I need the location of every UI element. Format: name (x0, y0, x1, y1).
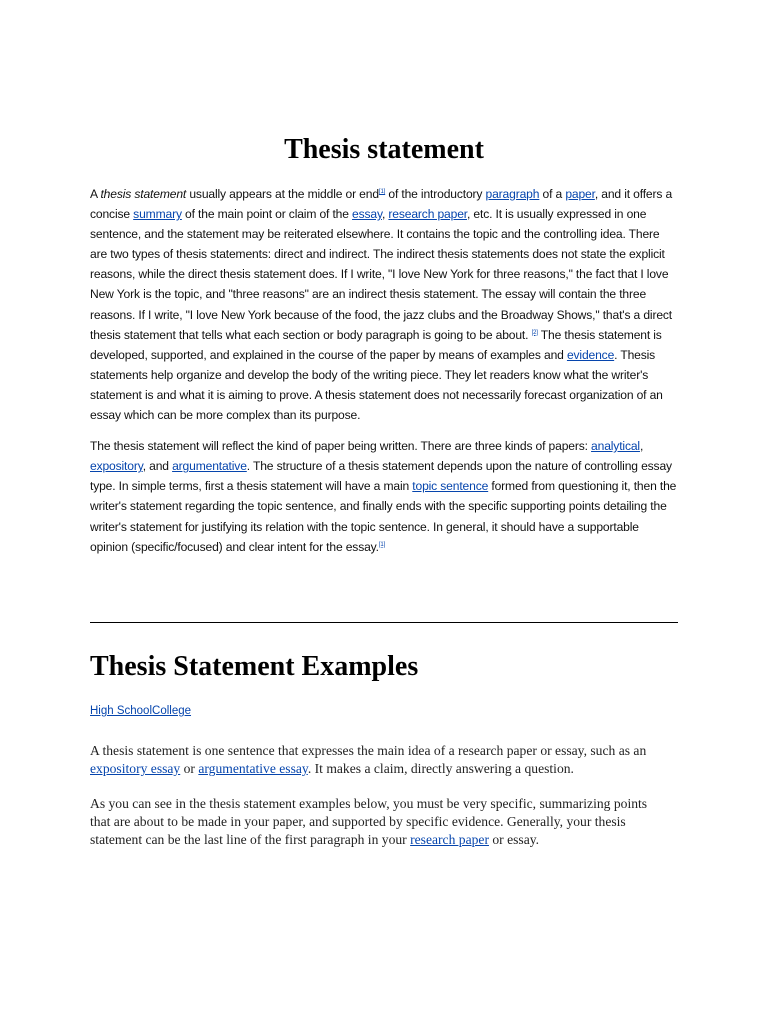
link-paper[interactable]: paper (565, 187, 595, 201)
article-paragraph-2: The thesis statement will reflect the kind of paper being written. There are three kinds of papers: analytical, expository, and argumentative. The structure of a thesis statement depends upon the nature of controlling essay type. In simple terms, first a thesis statement will have a main topic sentence formed from questioning it, then the writer's statement regarding the topic sentence, and finally ends with the specific supporting points detailing the writer's statement for justifying its relation with the topic sentence. In general, it should have a supportable opinion (specific/focused) and clear intent for the essay.[1] (90, 439, 677, 554)
link-expository[interactable]: expository (90, 459, 143, 474)
emphasis-thesis-statement: thesis statement (100, 187, 187, 201)
link-evidence[interactable]: evidence (566, 347, 615, 362)
link-expository-essay[interactable]: expository essay (90, 761, 181, 777)
examples-body (90, 742, 670, 865)
tab-college[interactable]: College (152, 705, 192, 717)
link-essay[interactable]: essay (352, 207, 382, 222)
article-paragraph-1: A thesis statement usually appears at the middle or end[1] of the introductory paragraph of a paper, and it offers a concise summary of the main point or claim of the essay, research paper, etc. It is usually expressed in one sentence, and the statement may be reiterated elsewhere. It contains the topic and the controlling idea. There are two types of thesis statements: direct and indirect. The indirect thesis statements does not state the explicit reasons, while the direct thesis statement does. If I write, "I love New York for three reasons," the fact that I love New York is the topic, and "three reasons" are an indirect thesis statement. The essay will contain the three reasons. If I write, "I love New York because of the food, the jazz clubs and the Broadway Shows," that's a direct thesis statement that tells what each section or body paragraph is going to be about. [2] The thesis statement is developed, supported, and explained in the course of the paper by means of examples and evidence. Thesis statements help organize and develop the body of the writing piece. They let readers know what the writer's statement is and what it is aiming to prove. A thesis statement does not necessarily forecast organization of an essay which can be more complex than its purpose. (90, 187, 673, 423)
footnote-ref-1[interactable]: [1] (378, 189, 386, 195)
footnote-ref-2[interactable]: [2] (531, 329, 538, 336)
link-research-paper[interactable]: research paper (388, 207, 467, 222)
examples-paragraph-1: A thesis statement is one sentence that expresses the main idea of a research paper or essay, such as an expository essay or argumentative essay. It makes a claim, directly answering a question. (90, 743, 647, 777)
link-topic-sentence[interactable]: topic sentence (412, 479, 489, 494)
tab-high-school[interactable]: High School (90, 705, 153, 717)
link-argumentative-essay[interactable]: argumentative essay (198, 761, 308, 777)
link-analytical[interactable]: analytical (591, 439, 640, 454)
link-argumentative[interactable]: argumentative (172, 459, 247, 474)
link-paragraph[interactable]: paragraph (485, 187, 540, 201)
level-tabs (90, 705, 191, 717)
link-summary[interactable]: summary (133, 207, 182, 222)
examples-paragraph-2: As you can see in the thesis statement examples below, you must be very specific, summarizing points that are about to be made in your paper, and supported by specific evidence. Generally, your thesis statement can be the last line of the first paragraph in your research paper or essay. (90, 795, 648, 848)
section-divider (90, 622, 678, 623)
link-research-paper-2[interactable]: research paper (410, 832, 489, 848)
article-title: Thesis statement (284, 134, 484, 165)
article-body (90, 184, 678, 568)
examples-title: Thesis Statement Examples (90, 651, 419, 682)
footnote-ref-1b[interactable]: [1] (378, 541, 386, 548)
